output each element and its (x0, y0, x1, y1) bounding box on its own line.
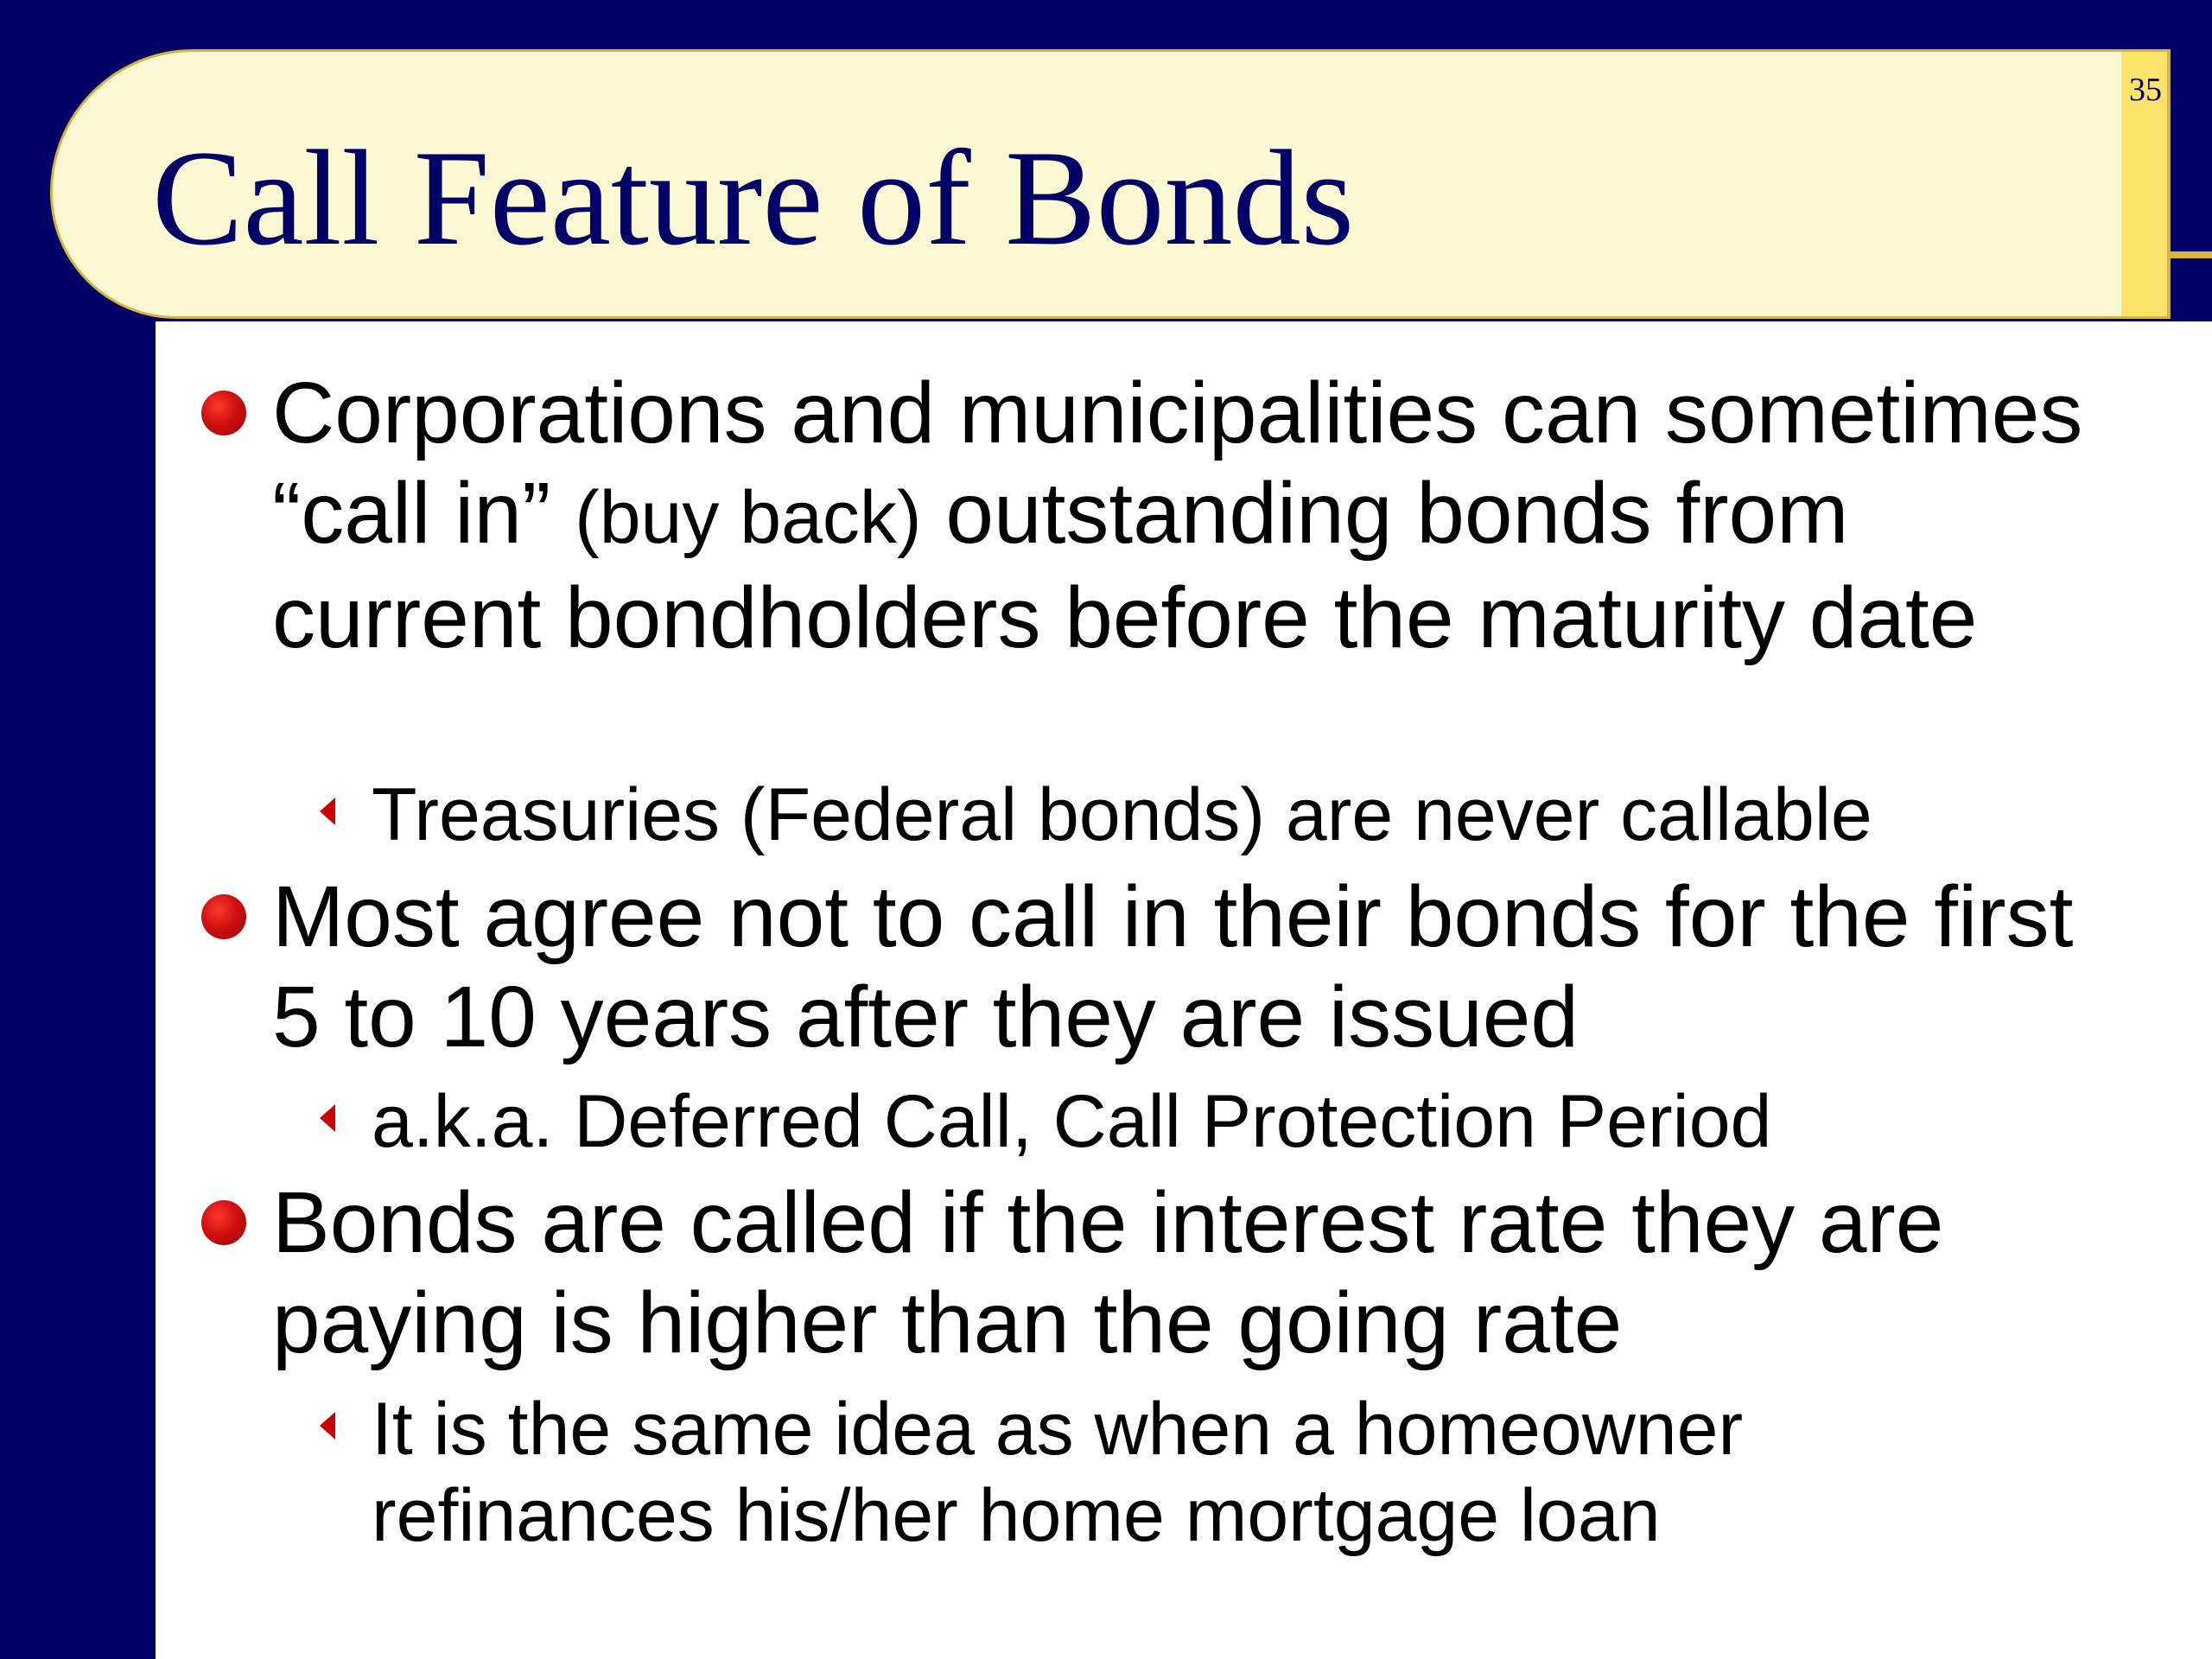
bullet-dot-icon (201, 894, 246, 939)
sub-bullet-text: a.k.a. Deferred Call, Call Protection Period (372, 1080, 1772, 1163)
bullet-text: Bonds are called if the interest rate they are paying is higher than the going rate (272, 1174, 1944, 1371)
arrow-left-icon (320, 1104, 335, 1132)
sub-bullet-item (372, 1386, 1927, 1559)
arrow-left-icon (320, 798, 335, 825)
bullet-text-part: Corporations and municipalities can sometimes “call in” (272, 365, 2083, 562)
bullet-dot-icon (201, 391, 246, 435)
arrow-left-icon (320, 1412, 335, 1440)
bullet-text (272, 363, 2130, 668)
sub-bullet-text: Treasuries (Federal bonds) are never callable (372, 773, 1872, 856)
slide-title: Call Feature of Bonds (152, 123, 1355, 274)
slide-number: 35 (2129, 72, 2162, 108)
bullet-text: Most agree not to call in their bonds for the first 5 to 10 years after they are issued (272, 868, 2074, 1065)
sub-bullet-text: It is the same idea as when a homeowner refinances his/her home mortgage loan (372, 1388, 1744, 1557)
bullet-text-part: outstanding bonds from current bondholders before the maturity date (272, 465, 1978, 666)
bullet-dot-icon (201, 1200, 246, 1245)
bullet-item (272, 1173, 2130, 1373)
sub-bullet-item (372, 772, 2143, 858)
bullet-item (272, 363, 2130, 668)
bullet-aside: (buy back) (575, 476, 922, 559)
sub-bullet-item (372, 1078, 2143, 1165)
bullet-item (272, 867, 2130, 1067)
